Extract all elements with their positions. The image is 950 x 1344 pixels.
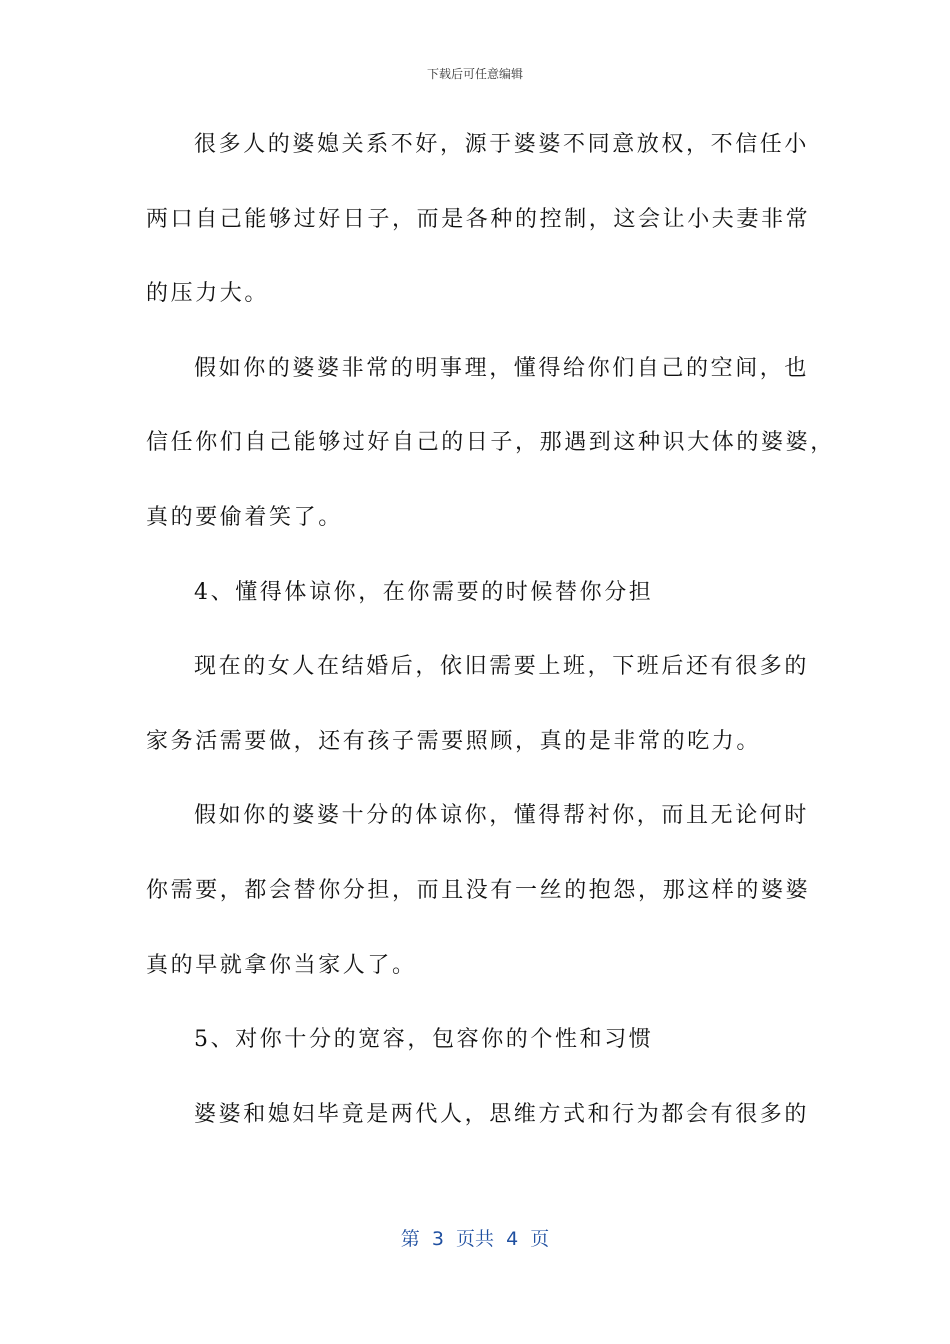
text-line: 真的早就拿你当家人了。 [146, 952, 417, 978]
text-line: 你需要，都会替你分担，而且没有一丝的抱怨，那这样的婆婆 [146, 877, 811, 903]
section-heading: 5、对你十分的宽容，包容你的个性和习惯 [194, 1027, 654, 1053]
section-heading: 4、懂得体谅你，在你需要的时候替你分担 [194, 579, 654, 605]
document-body [146, 126, 835, 1170]
text-line: 婆婆和媳妇毕竟是两代人，思维方式和行为都会有很多的 [194, 1101, 810, 1127]
text-line: 两口自己能够过好日子，而是各种的控制，这会让小夫妻非常 [146, 206, 811, 232]
text-line: 真的要偷着笑了。 [146, 504, 343, 530]
text-line: 信任你们自己能够过好自己的日子，那遇到这种识大体的婆婆， [146, 430, 835, 456]
text-line: 家务活需要做，还有孩子需要照顾，真的是非常的吃力。 [146, 728, 762, 754]
text-line: 的压力大。 [146, 281, 270, 307]
text-line: 假如你的婆婆非常的明事理，懂得给你们自己的空间，也 [194, 355, 810, 381]
text-line: 现在的女人在结婚后，依旧需要上班，下班后还有很多的 [194, 654, 810, 680]
page-number: 第 3 页共 4 页 [400, 1228, 550, 1250]
text-line: 很多人的婆媳关系不好，源于婆婆不同意放权，不信任小 [194, 132, 810, 157]
page-header: 下载后可任意编辑 [426, 67, 523, 81]
text-line: 假如你的婆婆十分的体谅你，懂得帮衬你，而且无论何时 [194, 803, 810, 829]
